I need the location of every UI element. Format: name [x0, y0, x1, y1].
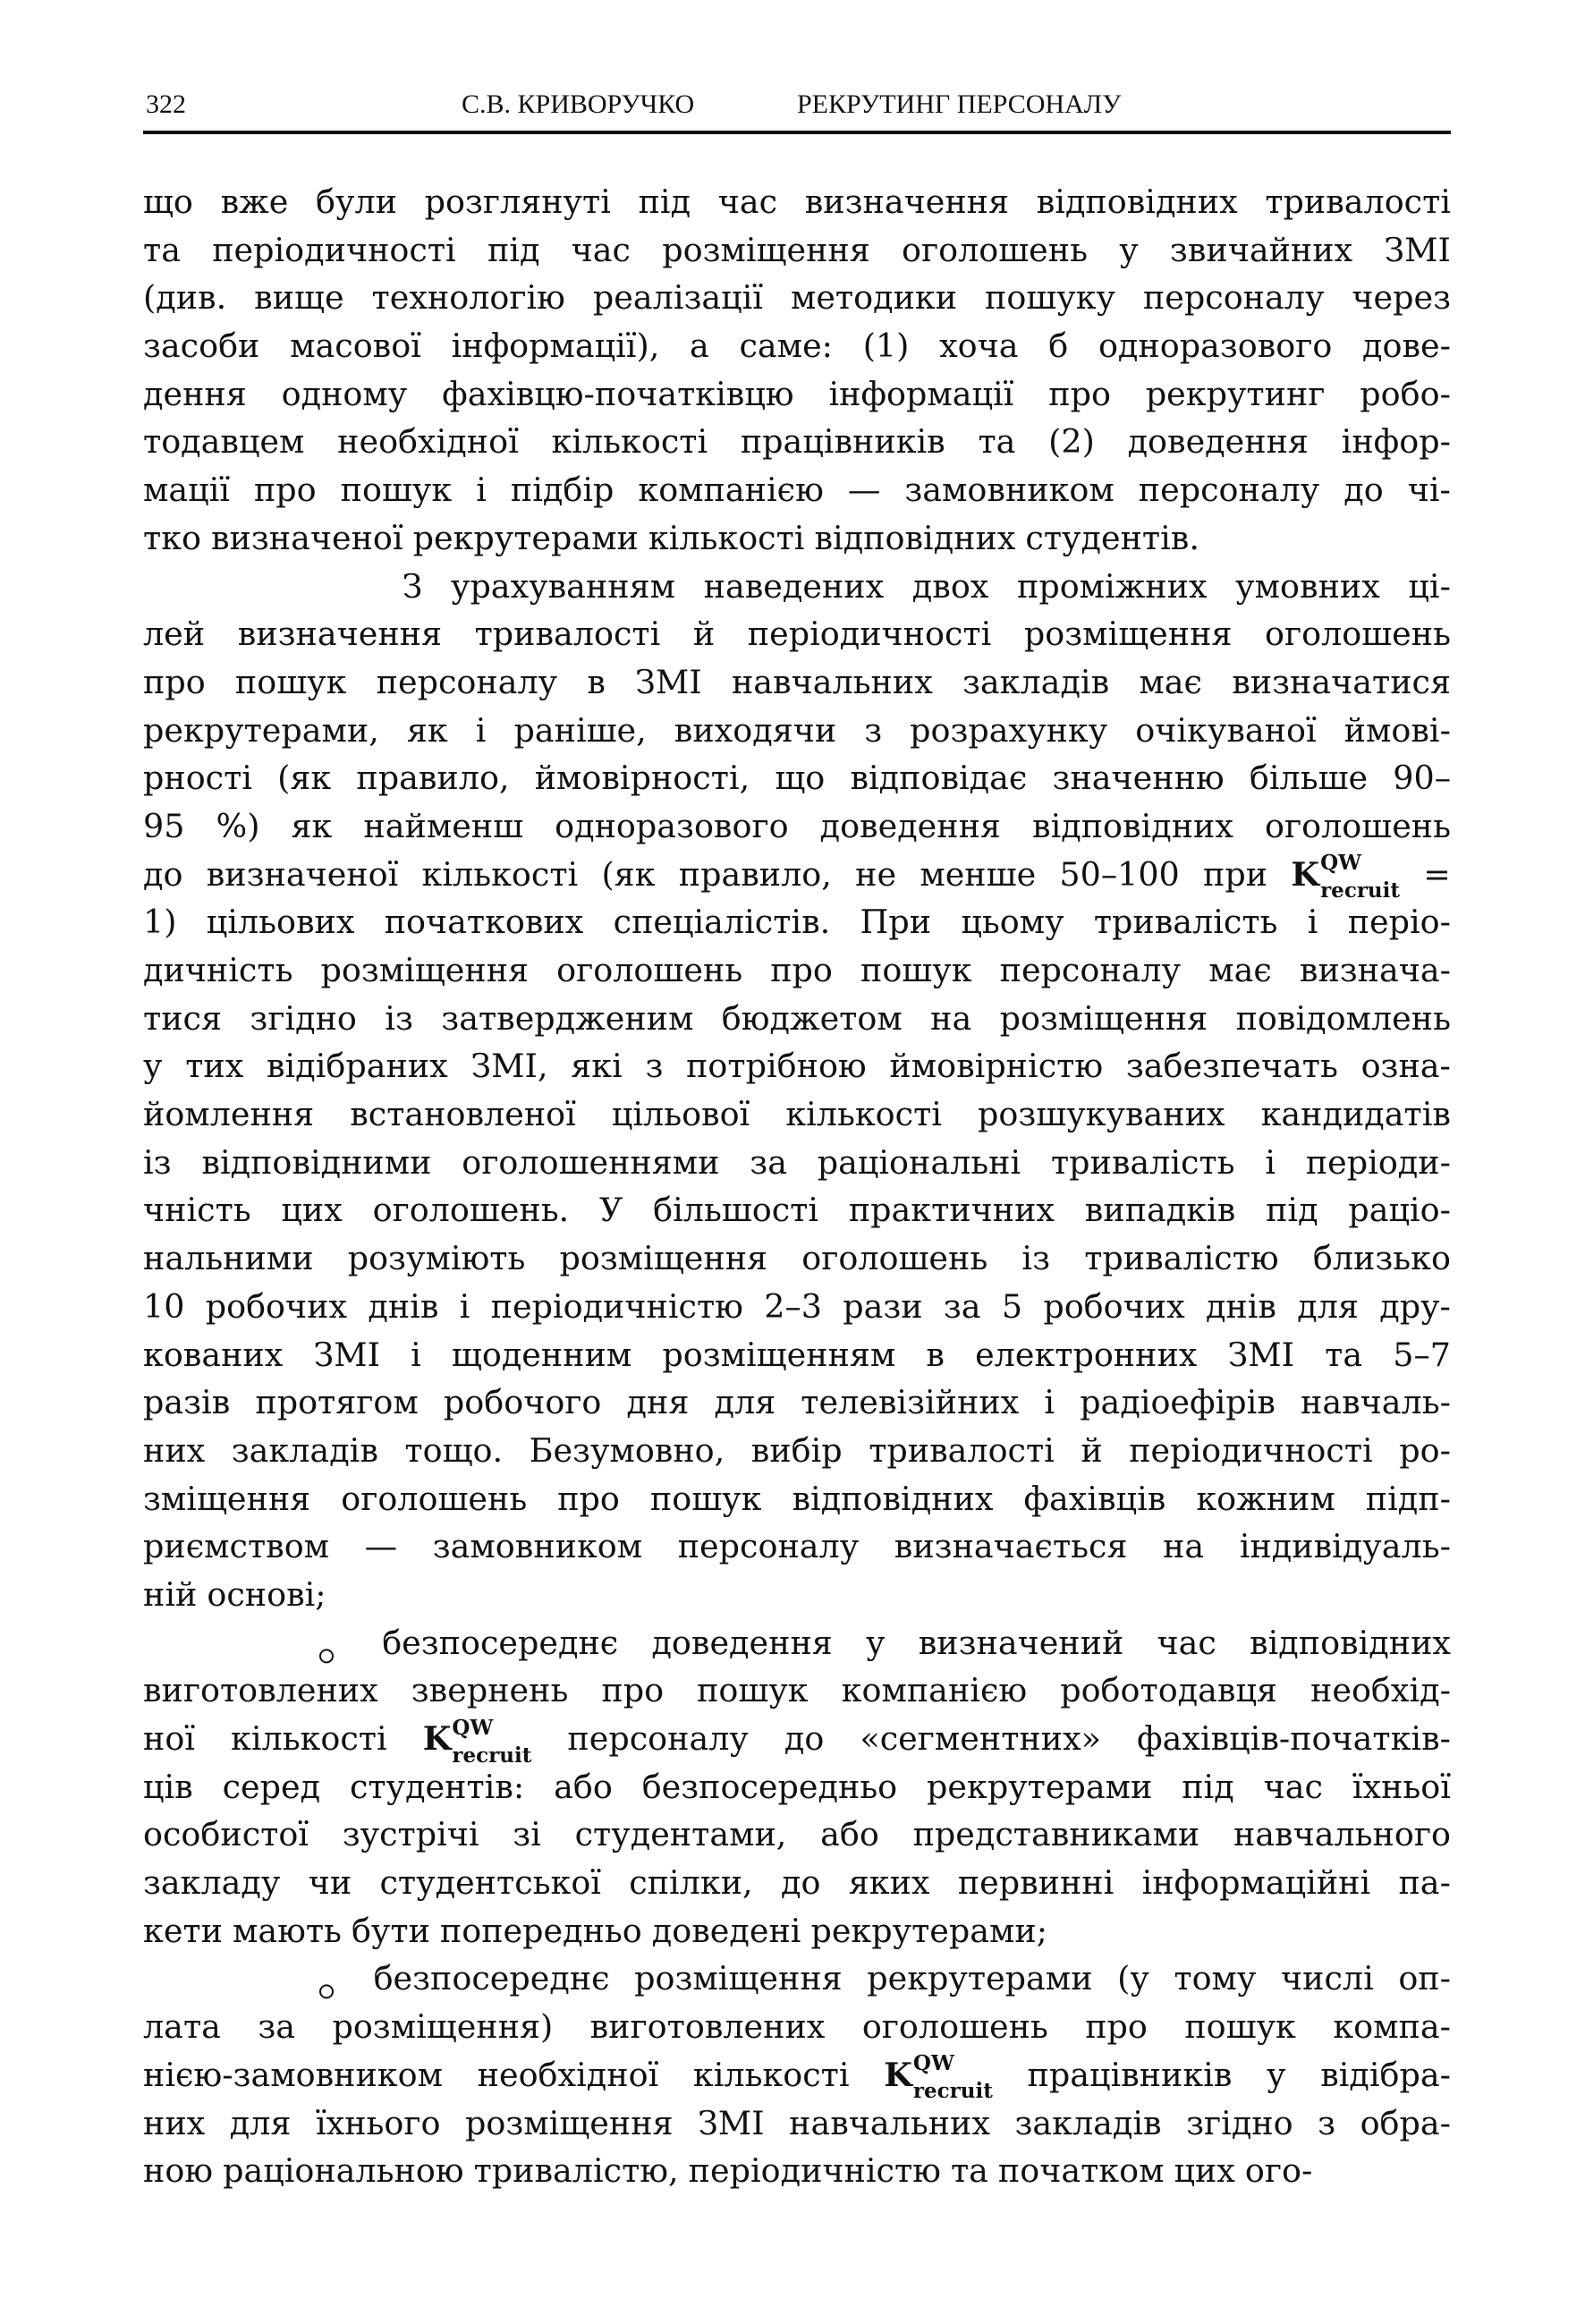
- text-line: дення одному фахівцю-початківцю інформації про рекрутинг робо-: [143, 374, 1451, 413]
- text-line: (див. вище технологію реалізації методики пошуку персоналу через: [143, 278, 1451, 318]
- text-line: про пошук персоналу в ЗМІ навчальних закладів має визначатися: [143, 662, 1451, 701]
- running-header: [143, 89, 1451, 134]
- text-line: тися згідно із затвердженим бюджетом на розміщення повідомлень: [143, 998, 1451, 1038]
- text-line: мації про пошук і підбір компанією — замовником персоналу до чі-: [143, 471, 1451, 510]
- text-line: лей визначення тривалості й періодичності розміщення оголошень: [143, 615, 1451, 654]
- text-line: ній основі;: [143, 1574, 326, 1614]
- bullet-circle-icon: [319, 1985, 334, 1999]
- text-line: ної кількості K QW recruit персоналу до «сегментних» фахівців-початків-: [143, 1715, 1451, 1768]
- text-line: рності (як правило, ймовірності, що відповідає значенню більше 90–: [143, 759, 1451, 798]
- text-line: ців серед студентів: або безпосередньо рекрутерами під час їхньої: [143, 1767, 1451, 1806]
- text-line: тко визначеної рекрутерами кількості відповідних студентів.: [143, 518, 1199, 557]
- paragraph: [143, 1959, 1451, 2199]
- text-line: них закладів тощо. Безумовно, вибір тривалості й періодичності ро-: [143, 1430, 1451, 1470]
- text-line: З урахуванням наведених двох проміжних умовних ці-: [402, 566, 1451, 606]
- header-book-title: РЕКРУТИНГ ПЕРСОНАЛУ: [797, 89, 1122, 119]
- text-line: та періодичності під час розміщення оголошень у звичайних ЗМІ: [143, 230, 1451, 269]
- text-line: що вже були розглянуті під час визначення відповідних тривалості: [143, 182, 1451, 221]
- text-line: у тих відібраних ЗМІ, які з потрібною ймовірністю забезпечать озна-: [143, 1047, 1451, 1086]
- text-line: рекрутерами, як і раніше, виходячи з розрахунку очікуваної ймові-: [143, 710, 1451, 750]
- text-line: лата за розміщення) виготовлених оголошень про пошук компа-: [143, 2007, 1451, 2047]
- text-line: тодавцем необхідної кількості працівників та (2) доведення інфор-: [143, 422, 1451, 462]
- text-line: закладу чи студентської спілки, до яких первинні інформаційні па-: [143, 1863, 1451, 1903]
- text-line: 1) цільових початкових спеціалістів. При цьому тривалість і періо-: [143, 903, 1451, 942]
- text-line: разів протягом робочого дня для телевізійних і радіоефірів навчаль-: [143, 1383, 1451, 1422]
- text-line: безпосереднє розміщення рекрутерами (у тому числі оп-: [143, 1959, 1451, 2007]
- text-line: 10 робочих днів і періодичністю 2–3 рази за 5 робочих днів для дру-: [143, 1286, 1451, 1326]
- text-line: дичність розміщення оголошень про пошук персоналу має визнача-: [143, 951, 1451, 989]
- k-recruit-qw-symbol: K QW recruit: [884, 2051, 993, 2104]
- paragraph: [143, 182, 1451, 567]
- bullet-circle-icon: [319, 1649, 334, 1663]
- body-text: [143, 182, 1451, 2200]
- header-author: С.В. КРИВОРУЧКО: [462, 89, 695, 119]
- text-line: 95 %) як найменш одноразового доведення відповідних оголошень: [143, 806, 1451, 845]
- paragraph: [143, 1624, 1451, 1960]
- k-recruit-qw-symbol: K QW recruit: [1291, 851, 1401, 903]
- text-line: виготовлених звернень про пошук компанією роботодавця необхід-: [143, 1671, 1451, 1710]
- text-line: засоби масової інформації), а саме: (1) хоча б одноразового дове-: [143, 327, 1451, 366]
- text-line: нальними розуміють розміщення оголошень із тривалістю близько: [143, 1239, 1451, 1278]
- text-line: нією-замовником необхідної кількості K QW recruit працівників у відібра-: [143, 2051, 1451, 2104]
- text-line: риємством — замовником персоналу визначається на індивідуаль-: [143, 1527, 1451, 1566]
- text-line: кованих ЗМІ і щоденним розміщенням в електронних ЗМІ та 5–7: [143, 1335, 1451, 1374]
- text-line: кети мають бути попередньо доведені рекрутерами;: [143, 1911, 1048, 1950]
- text-line: ною раціональною тривалістю, періодичністю та початком цих ого-: [143, 2151, 1313, 2191]
- text-line: із відповідними оголошеннями за раціональні тривалість і періоди-: [143, 1142, 1451, 1182]
- page-number: 322: [146, 89, 186, 119]
- text-line: чність цих оголошень. У більшості практичних випадків під раціо-: [143, 1191, 1451, 1230]
- text-line: особистої зустрічі зі студентами, або представниками навчального: [143, 1815, 1451, 1854]
- text-line: зміщення оголошень про пошук відповідних фахівців кожним підп-: [143, 1479, 1451, 1518]
- text-line: йомлення встановленої цільової кількості розшукуваних кандидатів: [143, 1095, 1451, 1134]
- text-line: до визначеної кількості (як правило, не менше 50–100 при K QW recruit =: [143, 851, 1451, 903]
- text-line: безпосереднє доведення у визначений час відповідних: [143, 1624, 1451, 1672]
- paragraph: [143, 567, 1451, 1624]
- text-line: них для їхнього розміщення ЗМІ навчальних закладів згідно з обра-: [143, 2103, 1451, 2142]
- k-recruit-qw-symbol: K QW recruit: [422, 1715, 532, 1768]
